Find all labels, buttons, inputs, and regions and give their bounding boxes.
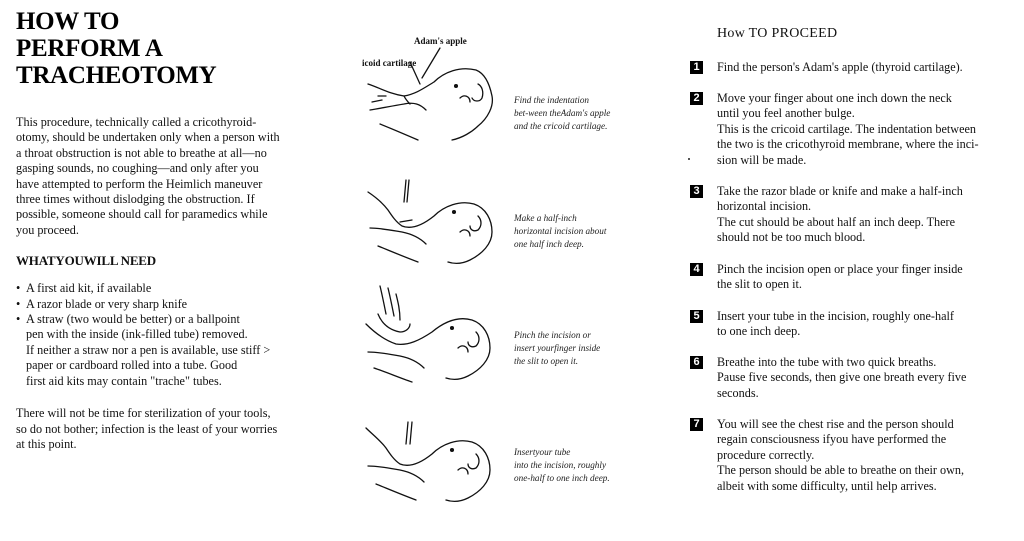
- list-item: [16, 312, 301, 389]
- step-line: Breathe into the tube with two quick breaths.: [717, 355, 937, 369]
- step-line: This is the cricoid cartilage. The indentation between: [717, 121, 977, 136]
- step-5: [690, 309, 1000, 340]
- list-item-line: paper or cardboard rolled into a tube. Good: [26, 358, 238, 373]
- list-item-line: If neither a straw nor a pen is available, use stiff >: [26, 342, 271, 357]
- illustration-pinch-incision: [360, 284, 500, 384]
- proceed-heading: How TO PROCEED: [717, 26, 838, 41]
- adams-apple-label: Adam's apple: [414, 36, 467, 46]
- cricoid-label: icoid cartilage: [362, 58, 417, 68]
- outro-paragraph: [16, 406, 301, 452]
- caption-step-1: [514, 94, 624, 133]
- illustration-find-adams-apple: [360, 44, 500, 144]
- intro-line: possible, someone should call for paramedics while: [16, 207, 268, 222]
- step-line: sion will be made.: [717, 152, 807, 167]
- step-line: Insert your tube in the incision, roughly one-half: [717, 309, 954, 323]
- intro-line: otomy, should be undertaken only when a person with: [16, 130, 280, 145]
- caption-line: Pinch the incision or: [514, 330, 591, 340]
- outro-line: so do not bother; infection is the least of your worries: [16, 421, 278, 436]
- step-line: The cut should be about half an inch deep. There: [717, 214, 956, 229]
- step-7: [690, 417, 1000, 494]
- caption-line: the slit to open it.: [514, 356, 579, 366]
- step-line: the two is the cricothyroid membrane, where the inci-: [717, 137, 979, 152]
- title-line: TRACHEOTOMY: [16, 62, 217, 89]
- caption-line: insert yourfinger inside: [514, 343, 601, 353]
- step-line: Pinch the incision open or place your finger inside: [717, 262, 963, 276]
- step-number-badge: 5: [690, 310, 703, 323]
- head-profile-drawing-1: [360, 44, 500, 144]
- outro-line: at this point.: [16, 436, 77, 451]
- head-profile-drawing-2: [362, 172, 502, 266]
- need-heading: WHATYOUWILL NEED: [16, 253, 156, 269]
- step-line: albeit with some difficulty, until help arrives.: [717, 478, 937, 493]
- intro-line: a throat obstruction is not able to breathe at all—no: [16, 145, 267, 160]
- step-6: [690, 355, 1000, 401]
- step-1: [690, 60, 1000, 75]
- intro-line: This procedure, technically called a cricothyroid-: [16, 115, 257, 129]
- step-text: [717, 184, 1000, 246]
- intro-line: have attempted to perform the Heimlich maneuver: [16, 176, 263, 191]
- illustration-insert-tube: [360, 410, 500, 504]
- step-text: [717, 417, 1000, 494]
- step-line: seconds.: [717, 385, 759, 400]
- step-line: Take the razor blade or knife and make a half-inch: [717, 184, 963, 198]
- list-item: [16, 281, 301, 296]
- title-line: HOW TO: [16, 8, 120, 35]
- step-number-badge: 1: [690, 61, 703, 74]
- step-line: Pause five seconds, then give one breath every five: [717, 370, 967, 385]
- caption-step-3: [514, 329, 624, 368]
- intro-line: you proceed.: [16, 222, 79, 237]
- list-item-line: A razor blade or very sharp knife: [26, 296, 188, 311]
- step-line: You will see the chest rise and the person should: [717, 417, 954, 431]
- step-number-badge: 3: [690, 185, 703, 198]
- caption-line: one-half to one inch deep.: [514, 473, 610, 483]
- caption-step-4: [514, 446, 624, 485]
- list-item: [16, 297, 301, 312]
- step-number-badge: 4: [690, 263, 703, 276]
- caption-line: one half inch deep.: [514, 239, 584, 249]
- step-number-badge: 7: [690, 418, 703, 431]
- step-line: until you feel another bulge.: [717, 106, 855, 121]
- step-text: [717, 262, 1000, 293]
- step-text: [717, 309, 1000, 340]
- left-column: [16, 8, 301, 452]
- step-text: [717, 355, 1000, 401]
- caption-line: Insertyour tube: [514, 447, 571, 457]
- bullet: •: [16, 312, 21, 327]
- caption-line: bet-ween theAdam's apple: [514, 108, 611, 118]
- step-2: [690, 91, 1000, 168]
- step-4: [690, 262, 1000, 293]
- step-line: the slit to open it.: [717, 277, 802, 292]
- list-item-line: A first aid kit, if available: [26, 281, 152, 296]
- step-line: to one inch deep.: [717, 324, 801, 339]
- caption-line: into the incision, roughly: [514, 460, 607, 470]
- intro-paragraph: [16, 115, 301, 238]
- step-line: The person should be able to breathe on their own,: [717, 463, 965, 478]
- step-line: Move your finger about one inch down the neck: [717, 91, 952, 105]
- step-text: [717, 60, 1000, 75]
- step-text: [717, 91, 1000, 168]
- bullet: •: [16, 281, 21, 296]
- step-line: procedure correctly.: [717, 447, 815, 462]
- caption-line: horizontal incision about: [514, 226, 607, 236]
- caption-step-2: [514, 212, 624, 251]
- caption-line: Find the indentation: [514, 95, 590, 105]
- head-profile-drawing-4: [360, 410, 500, 504]
- step-line: regain consciousness ifyou have performed the: [717, 432, 947, 447]
- step-line: Find the person's Adam's apple (thyroid cartilage).: [717, 60, 963, 74]
- bullet: •: [16, 296, 21, 311]
- head-profile-drawing-3: [360, 284, 500, 384]
- step-line: should not be too much blood.: [717, 230, 866, 245]
- intro-line: gasping sounds, no coughing—and only after you: [16, 161, 259, 176]
- need-list: [16, 281, 301, 389]
- step-line: horizontal incision.: [717, 199, 812, 214]
- list-item-line: pen with the inside (ink-filled tube) removed.: [26, 327, 248, 342]
- outro-line: There will not be time for sterilization of your tools,: [16, 406, 271, 421]
- title-line: PERFORM A: [16, 35, 163, 62]
- illustration-incision: [362, 172, 502, 266]
- page-title: [16, 8, 301, 89]
- intro-line: three times without dislodging the obstruction. If: [16, 192, 255, 207]
- step-3: [690, 184, 1000, 246]
- list-item-line: first aid kits may contain "trache" tubes.: [26, 373, 222, 388]
- caption-line: and the cricoid cartilage.: [514, 121, 608, 131]
- step-number-badge: 6: [690, 356, 703, 369]
- caption-line: Make a half-inch: [514, 213, 577, 223]
- step-number-badge: 2: [690, 92, 703, 105]
- list-item-line: A straw (two would be better) or a ballpoint: [26, 312, 240, 327]
